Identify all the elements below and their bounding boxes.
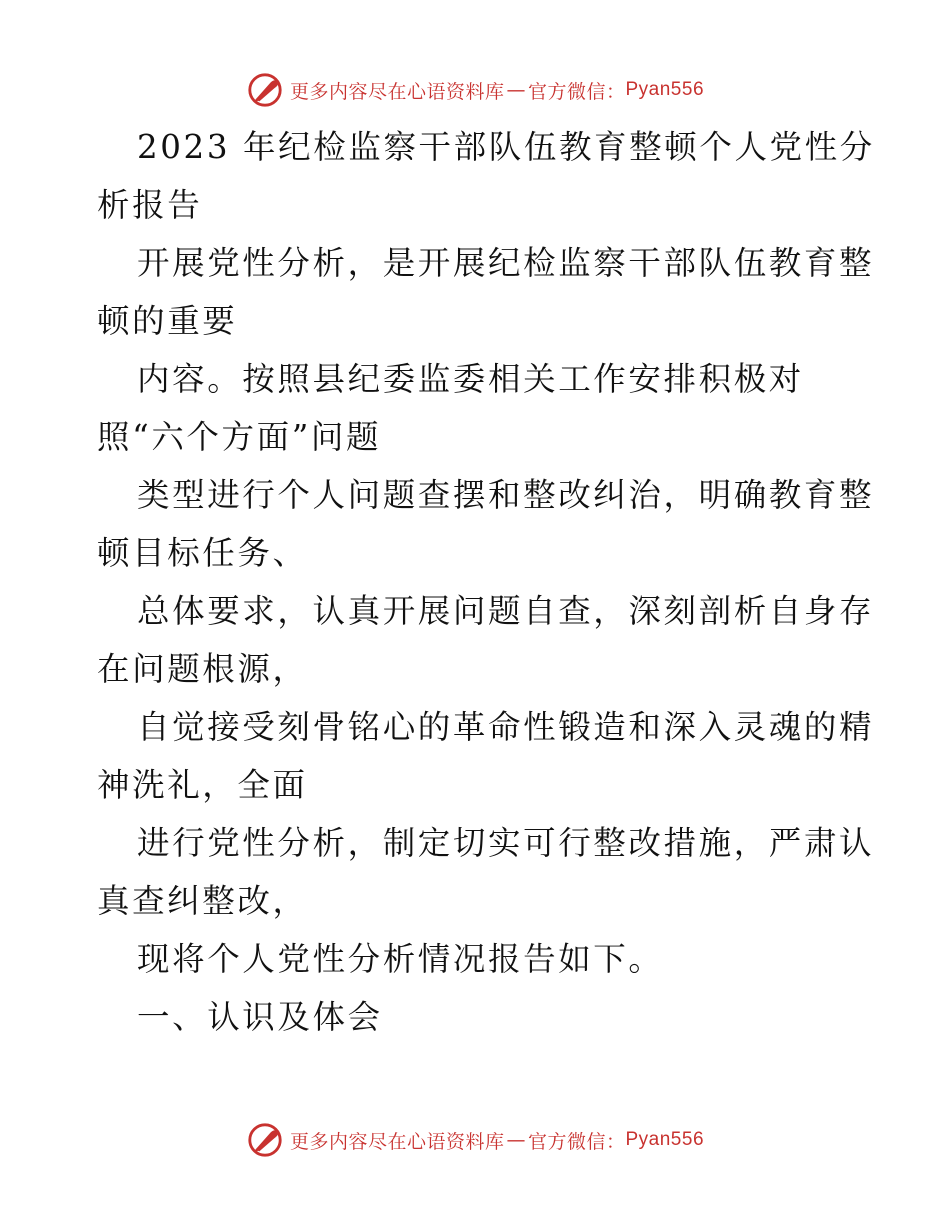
watermark-wechat-account: Pyan556 [625, 79, 705, 100]
document-title-line-1: 2023 年纪检监察干部队伍教育整顿个人党性分 [137, 128, 875, 166]
document-body [97, 118, 875, 1046]
footer-watermark [0, 1120, 950, 1160]
watermark-wechat-label: 官方微信： [527, 1130, 626, 1153]
paragraph-line: 照“六个方面”问题 [97, 418, 382, 456]
paragraph-line: 总体要求，认真开展问题自查，深刻剖析自身存 [137, 592, 875, 630]
quill-pen-icon [246, 1121, 284, 1159]
watermark-separator: — [506, 1129, 526, 1151]
watermark-separator: — [506, 79, 526, 101]
watermark-wechat-account: Pyan556 [625, 1129, 705, 1150]
paragraph-line: 自觉接受刻骨铭心的革命性锻造和深入灵魂的精 [137, 708, 875, 746]
section-heading: 一、认识及体会 [137, 998, 383, 1036]
paragraph-line: 顿目标任务、 [97, 534, 308, 572]
paragraph-line: 类型进行个人问题查摆和整改纠治，明确教育整 [137, 476, 875, 514]
paragraph-line: 开展党性分析，是开展纪检监察干部队伍教育整 [137, 244, 875, 282]
header-watermark [0, 70, 950, 110]
quill-pen-icon [246, 71, 284, 109]
document-title-line-2: 析报告 [97, 186, 203, 224]
watermark-site-text: 更多内容尽在心语资料库 [289, 80, 505, 103]
paragraph-line: 进行党性分析，制定切实可行整改措施，严肃认 [137, 824, 875, 862]
paragraph-line: 神洗礼，全面 [97, 766, 308, 804]
watermark-site-text: 更多内容尽在心语资料库 [289, 1130, 505, 1153]
paragraph-line: 内容。按照县纪委监委相关工作安排积极对 [137, 360, 804, 398]
paragraph-line: 现将个人党性分析情况报告如下。 [137, 940, 664, 978]
paragraph-line: 真查纠整改， [97, 882, 308, 920]
paragraph-line: 在问题根源， [97, 650, 308, 688]
watermark-wechat-label: 官方微信： [527, 80, 626, 103]
paragraph-line: 顿的重要 [97, 302, 238, 340]
